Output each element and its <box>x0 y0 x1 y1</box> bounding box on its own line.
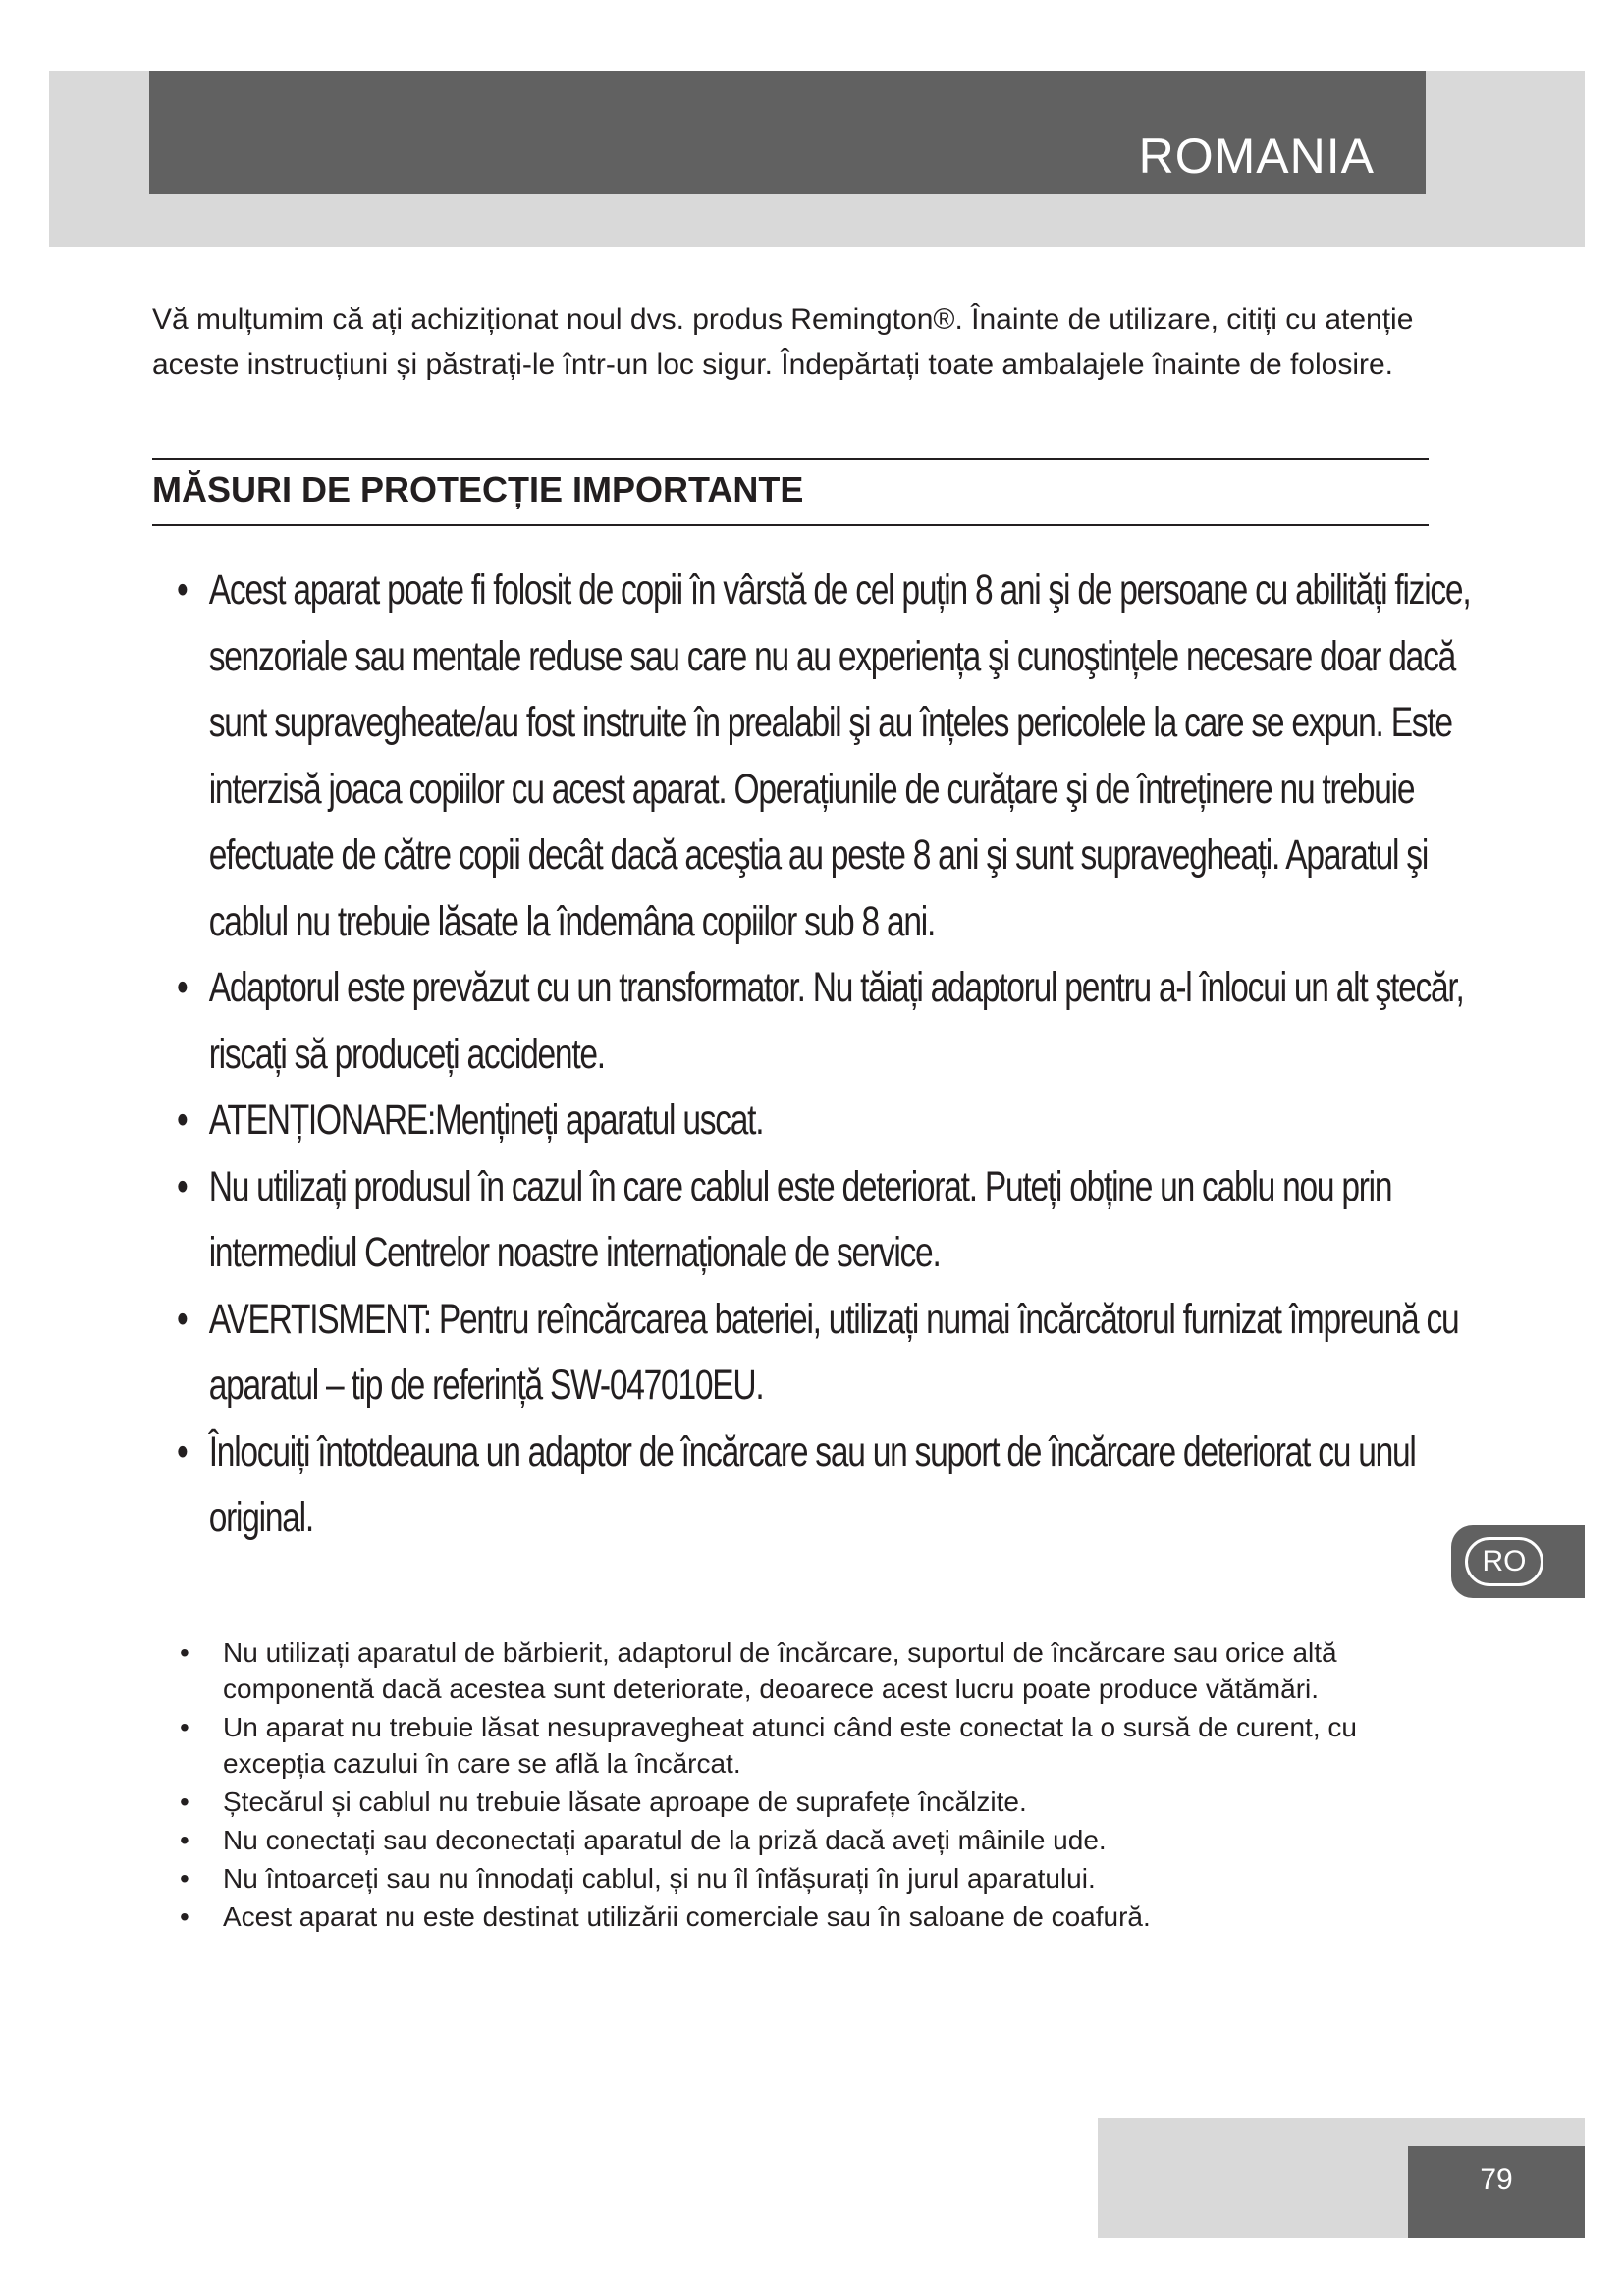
list-item <box>152 558 1503 955</box>
bullet: • <box>180 1901 189 1932</box>
list-item-text: ATENȚIONARE:Mențineți aparatul uscat. <box>208 1096 764 1144</box>
list-item-text: Ștecărul și cablul nu trebuie lăsate aproape de suprafețe încălzite. <box>223 1787 1027 1817</box>
list-item <box>152 1154 1503 1287</box>
list-item <box>152 1634 1429 1707</box>
list-item-text: Un aparat nu trebuie lăsat nesupravegheat atunci când este conectat la o sursă de curent, cu excepția cazului în care se află la încărcat. <box>223 1712 1357 1779</box>
list-item <box>152 1287 1503 1419</box>
list-item-text: AVERTISMENT: Pentru reîncărcarea bateriei, utilizați numai încărcătorul furnizat împreună cu aparatul – tip de referință SW-047010EU. <box>208 1295 1459 1409</box>
safety-list-large <box>152 558 1471 1552</box>
bullet: • <box>176 1162 188 1210</box>
bullet: • <box>176 1096 188 1144</box>
list-item-text: Înlocuiți întotdeauna un adaptor de încărcare sau un suport de încărcare deteriorat cu unul original. <box>208 1427 1416 1541</box>
section-title: MĂSURI DE PROTECȚIE IMPORTANTE <box>152 469 804 509</box>
bullet: • <box>176 566 188 614</box>
bullet: • <box>180 1787 189 1817</box>
language-tab <box>1451 1525 1585 1598</box>
bullet: • <box>180 1863 189 1894</box>
list-item <box>152 1822 1429 1858</box>
bullet: • <box>176 1427 188 1475</box>
language-badge: RO <box>1465 1537 1543 1586</box>
section-rule-bottom <box>152 524 1429 526</box>
list-item-text: Nu utilizați aparatul de bărbierit, adaptorul de încărcare, suportul de încărcare sau orice altă componentă dacă acestea sunt deteriorate, deoarece acest lucru poate produce vătămări. <box>223 1637 1337 1704</box>
page-number: 79 <box>1480 2163 1513 2196</box>
page-title: ROMANIA <box>1138 129 1375 184</box>
safety-list-small <box>152 1634 1429 1937</box>
bullet: • <box>180 1637 189 1668</box>
list-item-text: Nu conectați sau deconectați aparatul de la priză dacă aveți mâinile ude. <box>223 1825 1107 1855</box>
list-item <box>152 1898 1429 1935</box>
list-item-text: Acest aparat nu este destinat utilizării comerciale sau în saloane de coafură. <box>223 1901 1151 1932</box>
bullet: • <box>176 964 188 1011</box>
header-bar <box>149 71 1426 194</box>
list-item <box>152 955 1503 1088</box>
list-item-text: Acest aparat poate fi folosit de copii în vârstă de cel puțin 8 ani şi de persoane cu abilități fizice, senzoriale sau mentale reduse sau care nu au experiența şi cunoştințele necesare doar dacă sunt supravegheate/au fost instruite în prealabil şi au înțeles pericolele la care se expun. Este interzisă joaca copiilor cu acest aparat. Operațiunile de curățare şi de întreținere nu trebuie efectuate de către copii decât dacă aceştia au peste 8 ani şi sunt supravegheați. Aparatul şi cablul nu trebuie lăsate la îndemâna copiilor sub 8 ani. <box>208 566 1471 945</box>
list-item <box>152 1860 1429 1896</box>
page-number-box <box>1408 2146 1585 2238</box>
list-item-text: Adaptorul este prevăzut cu un transformator. Nu tăiați adaptorul pentru a-l înlocui un alt ştecăr, riscați să produceți accidente. <box>208 964 1464 1078</box>
list-item <box>152 1088 1503 1154</box>
list-item-text: Nu utilizați produsul în cazul în care cablul este deteriorat. Puteți obține un cablu nou prin intermediul Centrelor noastre internaționale de service. <box>208 1162 1392 1276</box>
bullet: • <box>176 1295 188 1343</box>
list-item-text: Nu întoarceți sau nu înnodați cablul, și nu îl înfășurați în jurul aparatului. <box>223 1863 1096 1894</box>
intro-paragraph: Vă mulțumim că ați achiziționat noul dvs. produs Remington®. Înainte de utilizare, citiți cu atenție aceste instrucțiuni și păstrați-le într-un loc sigur. Îndepărtați toate ambalajele înainte de folosire. <box>152 303 1414 381</box>
list-item <box>152 1709 1429 1782</box>
bullet: • <box>180 1712 189 1742</box>
section-rule-top <box>152 458 1429 460</box>
list-item <box>152 1419 1503 1552</box>
list-item <box>152 1784 1429 1820</box>
bullet: • <box>180 1825 189 1855</box>
